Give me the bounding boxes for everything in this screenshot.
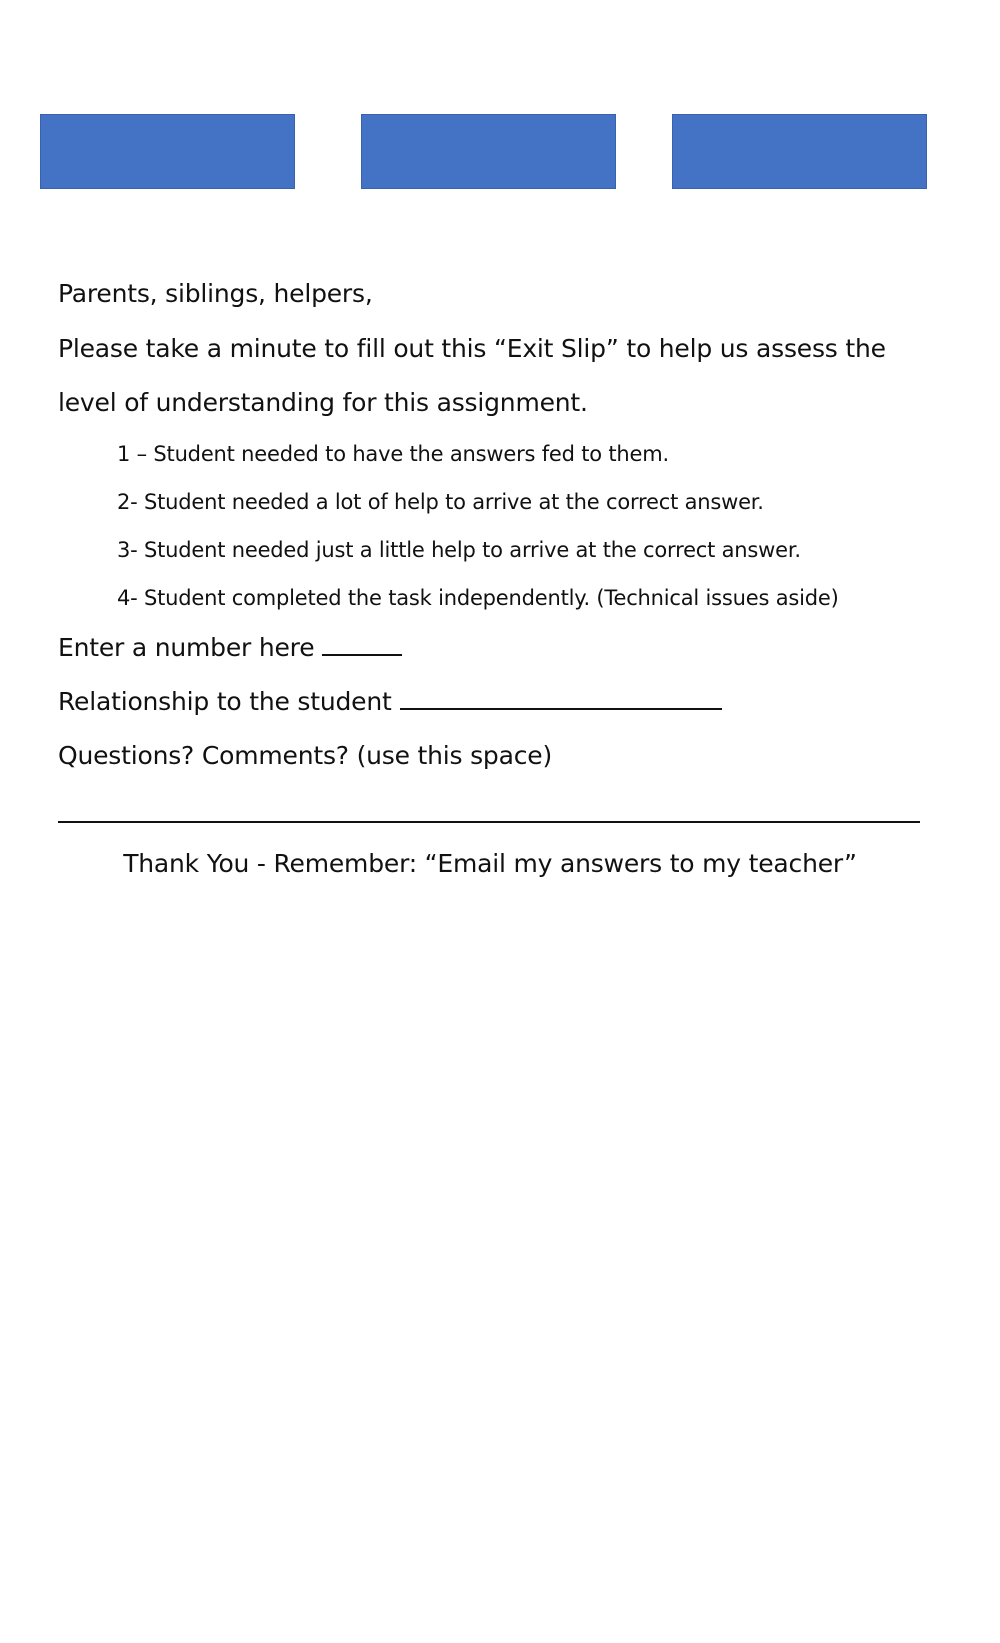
greeting: Parents, siblings, helpers, — [58, 279, 373, 308]
comments-label: Questions? Comments? (use this space) — [58, 741, 552, 770]
header-blue-box-2 — [361, 114, 616, 189]
intro-line-1: Please take a minute to fill out this “Exit Slip” to help us assess the — [58, 334, 886, 363]
number-entry-blank[interactable] — [322, 632, 402, 656]
intro-line-2: level of understanding for this assignment. — [58, 388, 588, 417]
header-blue-box-3 — [672, 114, 927, 189]
relationship-blank[interactable] — [400, 686, 722, 710]
comments-blank-line[interactable] — [58, 821, 920, 823]
number-entry-label: Enter a number here — [58, 633, 315, 662]
scale-item-4: 4- Student completed the task independently. (Technical issues aside) — [117, 586, 839, 610]
header-blue-box-1 — [40, 114, 295, 189]
number-entry-row — [58, 632, 402, 664]
scale-item-2: 2- Student needed a lot of help to arrive at the correct answer. — [117, 490, 764, 514]
relationship-row — [58, 686, 722, 718]
scale-item-3: 3- Student needed just a little help to arrive at the correct answer. — [117, 538, 801, 562]
closing-message: Thank You - Remember: “Email my answers to my teacher” — [123, 849, 857, 878]
relationship-label: Relationship to the student — [58, 687, 392, 716]
scale-item-1: 1 – Student needed to have the answers fed to them. — [117, 442, 669, 466]
